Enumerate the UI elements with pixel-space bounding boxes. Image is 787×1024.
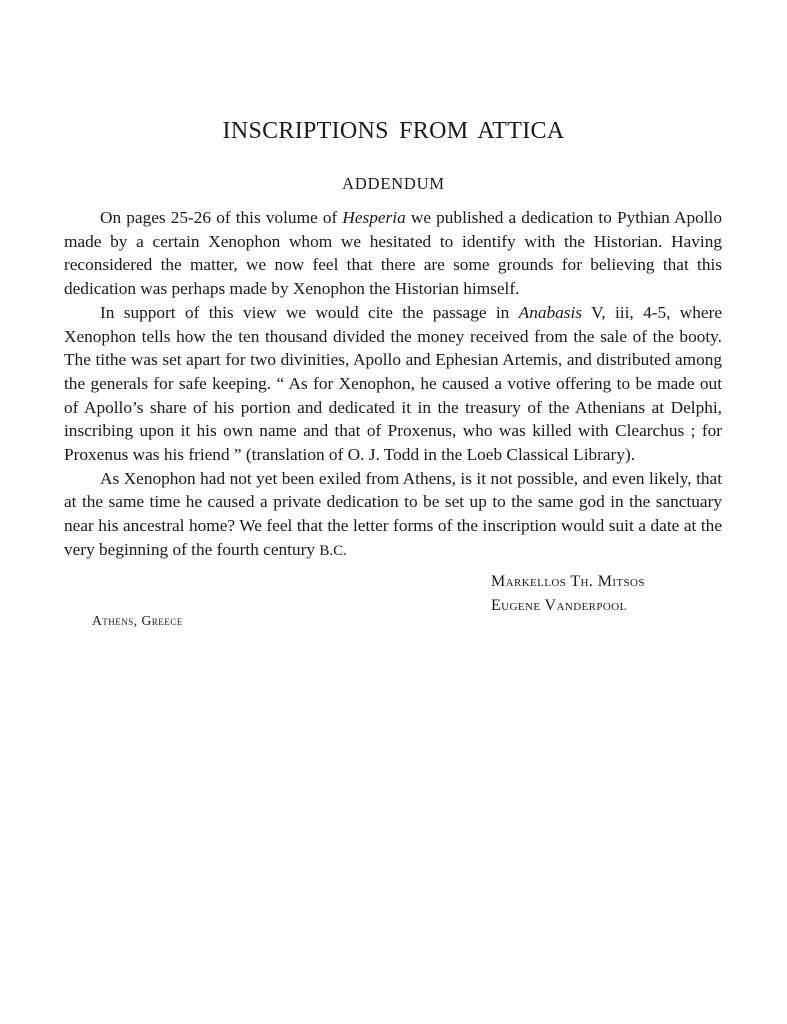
article-subtitle: ADDENDUM bbox=[342, 174, 445, 193]
paragraph-1-text-start: On pages 25-26 of this volume of bbox=[100, 208, 343, 227]
paragraph-2 bbox=[64, 301, 722, 467]
era-abbreviation: B.C. bbox=[319, 542, 347, 559]
author-signature bbox=[491, 570, 645, 618]
paragraph-2-text-start: In support of this view we would cite the passage in bbox=[100, 302, 519, 322]
author-name-mitsos: Markellos Th. Mitsos bbox=[491, 573, 645, 590]
paragraph-1-text-end: we published a dedication to Pythian Apollo made by a certain Xenophon whom we hesitated to identify with the Historian. Having reconsidered the matter, we now feel that there are some grounds for believing that this dedication was perhaps made by Xenophon the Historian himself. bbox=[64, 208, 722, 299]
article-body bbox=[64, 206, 722, 564]
journal-title-hesperia: Hesperia bbox=[342, 208, 406, 227]
paragraph-1 bbox=[64, 206, 722, 301]
place-line: Athens, Greece bbox=[92, 613, 183, 628]
author-name-vanderpool: Eugene Vanderpool bbox=[491, 597, 627, 614]
article-title: INSCRIPTIONS FROM ATTICA bbox=[222, 118, 565, 144]
paragraph-2-text-end: V, iii, 4-5, where Xenophon tells how the ten thousand divided the money received from the sale of the booty. The tithe was set apart for two divinities, Apollo and Ephesian Artemis, and distributed among the generals for safe keeping. “ As for Xenophon, he caused a votive offering to be made out of Apollo’s share of his portion and dedicated it in the treasury of the Athenians at Delphi, inscribing upon it his own name and that of Proxenus, who was killed with Clearchus ; for Proxenus was his friend ” (translation of O. J. Todd in the Loeb Classical Library). bbox=[64, 302, 722, 465]
paragraph-3 bbox=[64, 467, 722, 564]
work-title-anabasis: Anabasis bbox=[518, 302, 583, 322]
paragraph-3-text: As Xenophon had not yet been exiled from Athens, is it not possible, and even likely, that at the same time he caused a private dedication to be set up to the same god in the sanctuary near his ancestral home? We feel that the letter forms of the inscription would suit a date at the very beginning of the fourth century bbox=[64, 468, 722, 559]
